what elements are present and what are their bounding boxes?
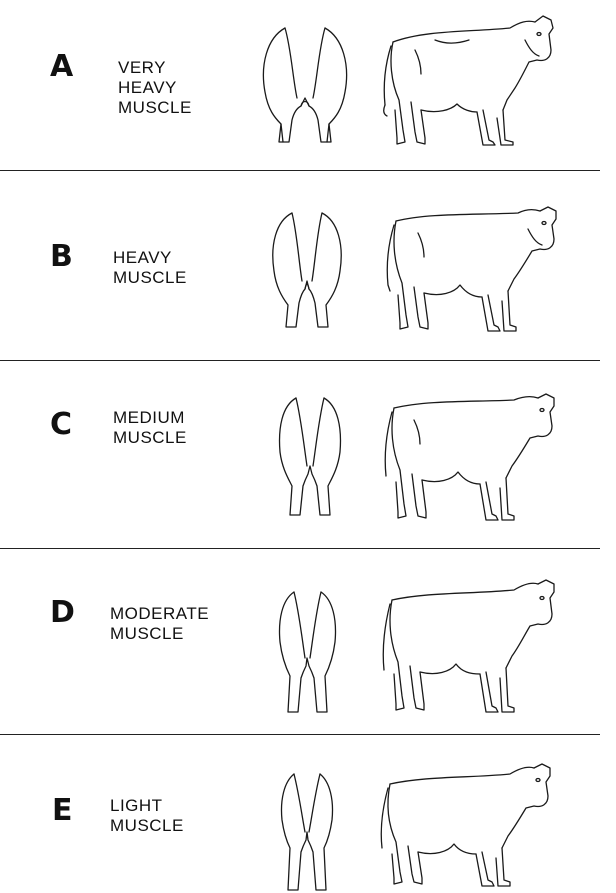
side-view-steer-illustration: [378, 576, 573, 721]
grade-row-a: [0, 0, 616, 170]
grade-description: MODERATE MUSCLE: [110, 604, 210, 643]
rear-view-steer-illustration: [255, 20, 355, 150]
rear-view-steer-illustration: [262, 205, 352, 335]
side-view-steer-illustration: [378, 760, 568, 890]
side-view-steer-illustration: [378, 390, 573, 530]
grade-letter: C: [50, 407, 73, 442]
grade-row-b: [0, 170, 616, 360]
side-view-steer-illustration: [378, 205, 578, 345]
grade-row-d: [0, 548, 616, 734]
grade-description: HEAVY MUSCLE: [113, 248, 187, 287]
grade-description: LIGHT MUSCLE: [110, 796, 184, 835]
grade-letter: A: [50, 49, 74, 84]
grade-row-e: [0, 734, 616, 893]
grade-letter: B: [50, 239, 73, 274]
grade-letter: D: [50, 595, 75, 630]
grade-description: MEDIUM MUSCLE: [113, 408, 187, 447]
grade-letter: E: [52, 793, 73, 828]
rear-view-steer-illustration: [270, 390, 350, 525]
rear-view-steer-illustration: [272, 768, 342, 893]
rear-view-steer-illustration: [270, 584, 345, 724]
grade-description: VERY HEAVY MUSCLE: [118, 58, 192, 117]
grade-row-c: [0, 360, 616, 548]
side-view-steer-illustration: [375, 10, 575, 155]
